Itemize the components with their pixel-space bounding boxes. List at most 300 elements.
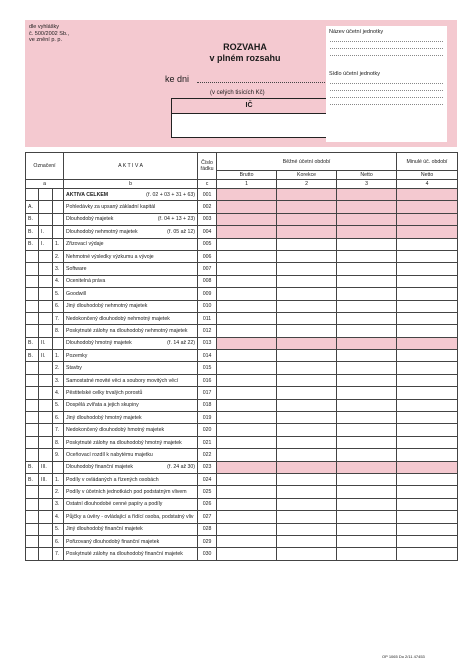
- row-number: 019: [198, 412, 217, 424]
- cell-brutto[interactable]: [217, 412, 277, 424]
- cell-netto[interactable]: [337, 201, 397, 213]
- title-line-1: ROZVAHA: [223, 42, 267, 52]
- row-label-text: Dlouhodobý nehmotný majetek: [66, 228, 138, 235]
- row-mark-3: 5.: [53, 288, 64, 300]
- row-label: [64, 436, 198, 448]
- cell-brutto[interactable]: [217, 362, 277, 374]
- row-mark-3: 7.: [53, 424, 64, 436]
- row-mark-2: II.: [39, 350, 53, 362]
- cell-netto-prior[interactable]: [397, 250, 458, 262]
- col-header-aktiva: A K T I V A: [64, 153, 198, 180]
- cell-netto[interactable]: [337, 288, 397, 300]
- cell-brutto[interactable]: [217, 424, 277, 436]
- letter-1: 1: [217, 180, 277, 189]
- row-mark-3: 5.: [53, 523, 64, 535]
- cell-korekce[interactable]: [277, 263, 337, 275]
- table-row: [26, 424, 458, 436]
- table-row: [26, 288, 458, 300]
- row-label-text: Stavby: [66, 365, 82, 372]
- entity-name-field[interactable]: [330, 47, 443, 49]
- cell-brutto[interactable]: [217, 486, 277, 498]
- cell-brutto[interactable]: [217, 226, 277, 238]
- row-number: 005: [198, 238, 217, 250]
- table-row: [26, 461, 458, 473]
- table-row: [26, 201, 458, 213]
- cell-korekce[interactable]: [277, 250, 337, 262]
- cell-netto[interactable]: [337, 424, 397, 436]
- cell-brutto[interactable]: [217, 387, 277, 399]
- row-label: [64, 424, 198, 436]
- row-mark-2: [39, 436, 53, 448]
- row-mark-3: 6.: [53, 412, 64, 424]
- cell-brutto[interactable]: [217, 288, 277, 300]
- col-header-netto-prior: Netto: [397, 171, 458, 180]
- cell-brutto[interactable]: [217, 498, 277, 510]
- law-line: ve znění p. p.: [29, 37, 63, 43]
- cell-korekce[interactable]: [277, 486, 337, 498]
- cell-netto-prior[interactable]: [397, 535, 458, 547]
- cell-netto-prior[interactable]: [397, 312, 458, 324]
- cell-korekce[interactable]: [277, 362, 337, 374]
- cell-netto[interactable]: [337, 374, 397, 386]
- col-header-minule: Minulé úč. období: [397, 153, 458, 171]
- row-formula: (ř. 05 až 12): [167, 228, 196, 235]
- row-mark-1: [26, 312, 39, 324]
- cell-netto-prior[interactable]: [397, 399, 458, 411]
- row-mark-3: 4.: [53, 275, 64, 287]
- cell-netto[interactable]: [337, 226, 397, 238]
- row-label-text: Dlouhodobý finanční majetek: [66, 464, 133, 471]
- cell-korekce[interactable]: [277, 288, 337, 300]
- cell-netto-prior[interactable]: [397, 449, 458, 461]
- cell-korekce[interactable]: [277, 498, 337, 510]
- row-mark-3: 4.: [53, 387, 64, 399]
- cell-netto[interactable]: [337, 263, 397, 275]
- row-mark-2: [39, 548, 53, 560]
- row-label-text: Nedokončený dlouhodobý nehmotný majetek: [66, 315, 170, 322]
- row-mark-1: [26, 325, 39, 337]
- row-number: 001: [198, 189, 217, 201]
- cell-netto[interactable]: [337, 312, 397, 324]
- cell-brutto[interactable]: [217, 374, 277, 386]
- table-row: [26, 312, 458, 324]
- law-reference: [29, 24, 69, 44]
- row-mark-1: [26, 362, 39, 374]
- table-row: [26, 350, 458, 362]
- table-row: [26, 213, 458, 225]
- row-label: [64, 449, 198, 461]
- letter-row: [26, 180, 458, 189]
- row-label: [64, 226, 198, 238]
- row-mark-1: A.: [26, 201, 39, 213]
- date-field[interactable]: [197, 82, 325, 83]
- row-label: [64, 498, 198, 510]
- row-label-text: Ostatní dlouhodobé cenné papíry a podíly: [66, 501, 163, 508]
- row-mark-3: 7.: [53, 312, 64, 324]
- row-mark-1: B.: [26, 350, 39, 362]
- cell-netto-prior[interactable]: [397, 263, 458, 275]
- cell-korekce[interactable]: [277, 449, 337, 461]
- row-number: 015: [198, 362, 217, 374]
- row-number: 013: [198, 337, 217, 349]
- row-mark-2: I.: [39, 226, 53, 238]
- row-mark-2: [39, 263, 53, 275]
- cell-netto[interactable]: [337, 449, 397, 461]
- row-number: 003: [198, 213, 217, 225]
- row-mark-2: III.: [39, 461, 53, 473]
- row-number: 023: [198, 461, 217, 473]
- row-mark-1: B.: [26, 473, 39, 485]
- row-label-text: Poskytnuté zálohy na dlouhodobý nehmotný majetek: [66, 327, 188, 334]
- cell-korekce[interactable]: [277, 350, 337, 362]
- row-mark-3: 6.: [53, 535, 64, 547]
- table-row: [26, 511, 458, 523]
- row-label-text: Goodwill: [66, 290, 86, 297]
- cell-netto-prior[interactable]: [397, 288, 458, 300]
- row-mark-3: 3.: [53, 498, 64, 510]
- row-label: [64, 486, 198, 498]
- row-label: [64, 325, 198, 337]
- row-formula: (ř. 04 + 13 + 23): [157, 216, 196, 223]
- row-label-text: Nedokončený dlouhodobý hmotný majetek: [66, 427, 165, 434]
- row-mark-2: [39, 275, 53, 287]
- cell-netto-prior[interactable]: [397, 325, 458, 337]
- row-number: 017: [198, 387, 217, 399]
- col-header-brutto: Brutto: [217, 171, 277, 180]
- row-number: 009: [198, 288, 217, 300]
- cell-netto[interactable]: [337, 300, 397, 312]
- row-number: 028: [198, 523, 217, 535]
- cell-netto-prior[interactable]: [397, 213, 458, 225]
- row-label-text: Pěstitelské celky trvalých porostů: [66, 389, 143, 396]
- row-mark-1: [26, 436, 39, 448]
- cell-brutto[interactable]: [217, 263, 277, 275]
- law-line: dle vyhlášky: [29, 24, 59, 30]
- row-mark-2: [39, 250, 53, 262]
- cell-netto[interactable]: [337, 362, 397, 374]
- cell-brutto[interactable]: [217, 436, 277, 448]
- cell-korekce[interactable]: [277, 548, 337, 560]
- row-label-text: Jiný dlouhodobý nehmotný majetek: [66, 303, 148, 310]
- row-mark-1: [26, 511, 39, 523]
- cell-netto-prior[interactable]: [397, 275, 458, 287]
- row-mark-1: [26, 523, 39, 535]
- cell-brutto[interactable]: [217, 312, 277, 324]
- row-mark-3: 6.: [53, 300, 64, 312]
- row-number: 006: [198, 250, 217, 262]
- col-header-netto: Netto: [337, 171, 397, 180]
- cell-netto-prior[interactable]: [397, 337, 458, 349]
- cell-brutto[interactable]: [217, 337, 277, 349]
- table-row: [26, 325, 458, 337]
- entity-seat-field[interactable]: [330, 103, 443, 105]
- row-mark-2: [39, 412, 53, 424]
- letter-a: a: [26, 180, 64, 189]
- entity-seat-field[interactable]: [330, 82, 443, 84]
- row-label: [64, 300, 198, 312]
- cell-korekce[interactable]: [277, 238, 337, 250]
- row-mark-3: 4.: [53, 511, 64, 523]
- cell-brutto[interactable]: [217, 201, 277, 213]
- cell-netto[interactable]: [337, 473, 397, 485]
- table-row: [26, 238, 458, 250]
- entity-name-field[interactable]: [330, 54, 443, 56]
- row-mark-1: [26, 424, 39, 436]
- law-line: č. 500/2002 Sb.,: [29, 30, 70, 37]
- cell-brutto[interactable]: [217, 275, 277, 287]
- cell-netto[interactable]: [337, 535, 397, 547]
- cell-korekce[interactable]: [277, 213, 337, 225]
- cell-netto-prior[interactable]: [397, 486, 458, 498]
- row-number: 024: [198, 473, 217, 485]
- cell-korekce[interactable]: [277, 523, 337, 535]
- cell-netto[interactable]: [337, 337, 397, 349]
- row-number: 004: [198, 226, 217, 238]
- row-mark-3: 3.: [53, 263, 64, 275]
- cell-netto-prior[interactable]: [397, 412, 458, 424]
- cell-brutto[interactable]: [217, 300, 277, 312]
- cell-brutto[interactable]: [217, 449, 277, 461]
- row-mark-1: B.: [26, 238, 39, 250]
- row-label-text: Software: [66, 266, 87, 273]
- row-label-text: Zřizovací výdaje: [66, 241, 104, 248]
- row-number: 021: [198, 436, 217, 448]
- row-label: [64, 275, 198, 287]
- row-mark-1: B.: [26, 337, 39, 349]
- row-label-text: Poskytnuté zálohy na dlouhodobý finanční majetek: [66, 551, 183, 558]
- ic-field[interactable]: [172, 114, 326, 137]
- row-mark-2: [39, 362, 53, 374]
- cell-brutto[interactable]: [217, 523, 277, 535]
- row-mark-1: [26, 300, 39, 312]
- cell-korekce[interactable]: [277, 412, 337, 424]
- cell-netto-prior[interactable]: [397, 189, 458, 201]
- cell-netto-prior[interactable]: [397, 511, 458, 523]
- cell-brutto[interactable]: [217, 250, 277, 262]
- cell-netto[interactable]: [337, 213, 397, 225]
- cell-netto-prior[interactable]: [397, 226, 458, 238]
- cell-netto[interactable]: [337, 238, 397, 250]
- row-mark-3: 2.: [53, 486, 64, 498]
- cell-netto-prior[interactable]: [397, 461, 458, 473]
- cell-brutto[interactable]: [217, 350, 277, 362]
- cell-netto[interactable]: [337, 399, 397, 411]
- cell-netto[interactable]: [337, 498, 397, 510]
- table-row: [26, 523, 458, 535]
- cell-korekce[interactable]: [277, 424, 337, 436]
- cell-korekce[interactable]: [277, 399, 337, 411]
- row-mark-1: [26, 412, 39, 424]
- cell-korekce[interactable]: [277, 387, 337, 399]
- row-label: [64, 535, 198, 547]
- table-row: [26, 473, 458, 485]
- row-label: [64, 213, 198, 225]
- row-label: [64, 337, 198, 349]
- cell-netto-prior[interactable]: [397, 473, 458, 485]
- row-label: [64, 548, 198, 560]
- table-row: [26, 548, 458, 560]
- cell-netto[interactable]: [337, 412, 397, 424]
- row-mark-3: 2.: [53, 250, 64, 262]
- row-mark-1: [26, 189, 39, 201]
- cell-netto-prior[interactable]: [397, 523, 458, 535]
- cell-netto-prior[interactable]: [397, 498, 458, 510]
- row-mark-3: 2.: [53, 362, 64, 374]
- ic-box: [171, 98, 327, 138]
- cell-netto[interactable]: [337, 250, 397, 262]
- table-row: [26, 226, 458, 238]
- row-label: [64, 201, 198, 213]
- row-mark-2: [39, 498, 53, 510]
- table-row: [26, 387, 458, 399]
- cell-korekce[interactable]: [277, 312, 337, 324]
- cell-brutto[interactable]: [217, 473, 277, 485]
- cell-brutto[interactable]: [217, 399, 277, 411]
- row-label-text: Pořizovaný dlouhodobý finanční majetek: [66, 538, 160, 545]
- cell-netto-prior[interactable]: [397, 300, 458, 312]
- cell-brutto[interactable]: [217, 213, 277, 225]
- cell-brutto[interactable]: [217, 461, 277, 473]
- cell-korekce[interactable]: [277, 226, 337, 238]
- row-label: [64, 523, 198, 535]
- cell-korekce[interactable]: [277, 337, 337, 349]
- row-mark-2: II.: [39, 337, 53, 349]
- row-mark-1: B.: [26, 461, 39, 473]
- cell-netto[interactable]: [337, 387, 397, 399]
- cell-korekce[interactable]: [277, 325, 337, 337]
- table-row: [26, 498, 458, 510]
- cell-netto[interactable]: [337, 189, 397, 201]
- row-mark-3: 1.: [53, 473, 64, 485]
- col-header-korekce: Korekce: [277, 171, 337, 180]
- row-label: [64, 312, 198, 324]
- entity-seat-field[interactable]: [330, 96, 443, 98]
- cell-korekce[interactable]: [277, 201, 337, 213]
- cell-netto[interactable]: [337, 325, 397, 337]
- row-label-text: Jiný dlouhodobý hmotný majetek: [66, 414, 142, 421]
- cell-netto-prior[interactable]: [397, 387, 458, 399]
- row-label-text: Dlouhodobý hmotný majetek: [66, 340, 132, 347]
- cell-korekce[interactable]: [277, 374, 337, 386]
- row-number: 022: [198, 449, 217, 461]
- units-note: (v celých tisících Kč): [210, 90, 265, 96]
- cell-netto-prior[interactable]: [397, 362, 458, 374]
- cell-netto-prior[interactable]: [397, 374, 458, 386]
- cell-brutto[interactable]: [217, 325, 277, 337]
- row-mark-1: [26, 374, 39, 386]
- cell-korekce[interactable]: [277, 275, 337, 287]
- row-label-text: Půjčky a úvěry - ovládající a řídící osoba, podstatný vliv: [66, 513, 194, 520]
- row-mark-2: [39, 523, 53, 535]
- table-row: [26, 436, 458, 448]
- table-row: [26, 449, 458, 461]
- cell-brutto[interactable]: [217, 189, 277, 201]
- row-mark-3: [53, 461, 64, 473]
- row-number: 010: [198, 300, 217, 312]
- table-row: [26, 412, 458, 424]
- ic-label: IČ: [172, 99, 326, 114]
- row-mark-3: 1.: [53, 350, 64, 362]
- letter-c: c: [198, 180, 217, 189]
- form-header: [25, 20, 457, 147]
- cell-brutto[interactable]: [217, 535, 277, 547]
- cell-netto-prior[interactable]: [397, 350, 458, 362]
- cell-korekce[interactable]: [277, 300, 337, 312]
- row-mark-1: [26, 275, 39, 287]
- row-label-text: Podíly v účetních jednotkách pod podstatným vlivem: [66, 489, 187, 496]
- cell-netto-prior[interactable]: [397, 436, 458, 448]
- row-mark-1: B.: [26, 226, 39, 238]
- row-label-text: Dospělá zvířata a jejich skupiny: [66, 402, 139, 409]
- cell-korekce[interactable]: [277, 473, 337, 485]
- row-mark-2: [39, 300, 53, 312]
- cell-korekce[interactable]: [277, 189, 337, 201]
- row-mark-1: B.: [26, 213, 39, 225]
- cell-korekce[interactable]: [277, 535, 337, 547]
- entity-name-label: Název účetní jednotky: [329, 29, 384, 35]
- row-number: 020: [198, 424, 217, 436]
- row-label-text: Poskytnuté zálohy na dlouhodobý hmotný majetek: [66, 439, 182, 446]
- row-label: [64, 511, 198, 523]
- cell-netto-prior[interactable]: [397, 548, 458, 560]
- row-mark-3: [53, 213, 64, 225]
- cell-netto-prior[interactable]: [397, 201, 458, 213]
- row-mark-2: [39, 424, 53, 436]
- row-number: 029: [198, 535, 217, 547]
- date-label: ke dni: [165, 74, 190, 84]
- cell-korekce[interactable]: [277, 511, 337, 523]
- entity-name-field[interactable]: [330, 40, 443, 42]
- row-label-text: AKTIVA CELKEM: [66, 191, 109, 198]
- cell-brutto[interactable]: [217, 548, 277, 560]
- cell-netto[interactable]: [337, 461, 397, 473]
- cell-netto[interactable]: [337, 511, 397, 523]
- cell-netto[interactable]: [337, 275, 397, 287]
- cell-netto[interactable]: [337, 548, 397, 560]
- row-mark-2: I.: [39, 238, 53, 250]
- col-header-bezne: Běžné účetní období: [217, 153, 397, 171]
- cell-netto[interactable]: [337, 486, 397, 498]
- cell-netto-prior[interactable]: [397, 238, 458, 250]
- cell-netto-prior[interactable]: [397, 424, 458, 436]
- row-formula: (ř. 24 až 30): [167, 464, 196, 471]
- row-formula: (ř. 02 + 03 + 31 + 63): [146, 191, 196, 198]
- row-number: 008: [198, 275, 217, 287]
- table-row: [26, 300, 458, 312]
- row-mark-3: 3.: [53, 374, 64, 386]
- cell-netto[interactable]: [337, 523, 397, 535]
- row-mark-3: 8.: [53, 325, 64, 337]
- cell-netto[interactable]: [337, 436, 397, 448]
- entity-seat-field[interactable]: [330, 89, 443, 91]
- cell-korekce[interactable]: [277, 461, 337, 473]
- row-mark-1: [26, 449, 39, 461]
- cell-netto[interactable]: [337, 350, 397, 362]
- row-mark-2: [39, 288, 53, 300]
- entity-seat-label: Sídlo účetní jednotky: [329, 71, 381, 77]
- letter-4: 4: [397, 180, 458, 189]
- row-mark-3: 1.: [53, 238, 64, 250]
- cell-brutto[interactable]: [217, 238, 277, 250]
- cell-korekce[interactable]: [277, 436, 337, 448]
- row-label-text: Pohledávky za upsaný základní kapitál: [66, 204, 156, 211]
- table-row: [26, 399, 458, 411]
- cell-brutto[interactable]: [217, 511, 277, 523]
- row-formula: (ř. 14 až 22): [167, 340, 196, 347]
- row-mark-3: 7.: [53, 548, 64, 560]
- row-mark-2: [39, 399, 53, 411]
- balance-sheet-table: [25, 152, 458, 561]
